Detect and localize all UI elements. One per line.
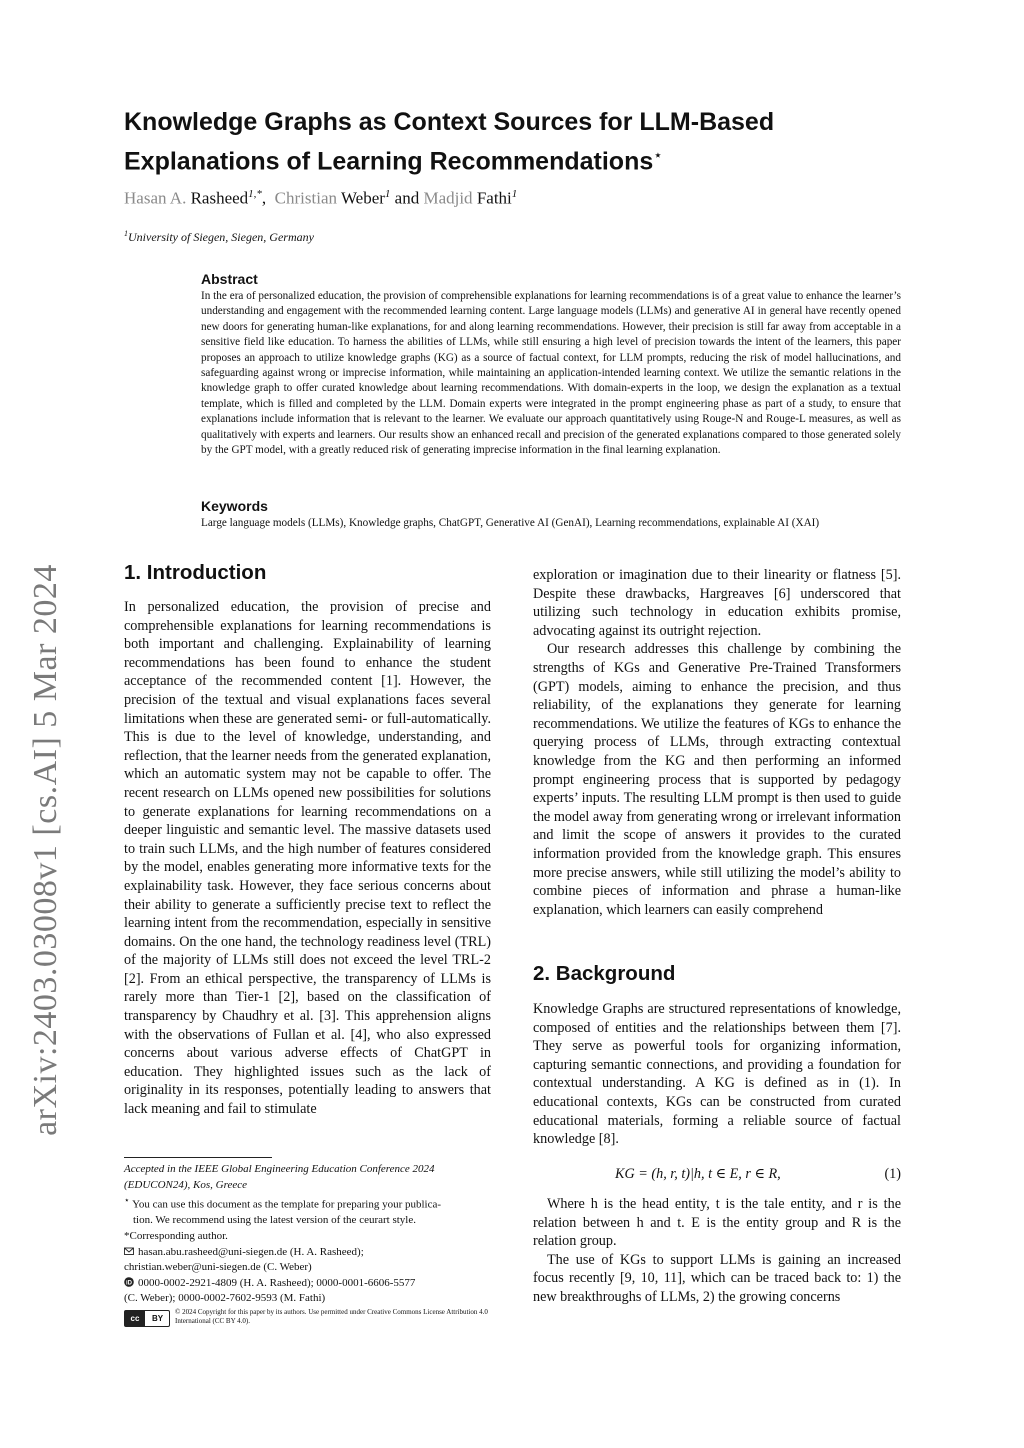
footnote-divider <box>124 1157 272 1158</box>
orcid-icon <box>124 1277 134 1287</box>
section-heading-background: 2. Background <box>533 962 676 985</box>
license-text: © 2024 Copyright for this paper by its authors. Use permitted under Creative Commons License Attribution 4.0 International (CC BY 4.0). <box>175 1308 488 1325</box>
background-body-continued <box>533 1195 901 1307</box>
equation-number: (1) <box>884 1166 901 1182</box>
license-row <box>124 1308 504 1330</box>
section-heading-introduction: 1. Introduction <box>124 561 267 584</box>
author-and: and <box>394 188 420 208</box>
background-paragraph-3: The use of KGs to support LLMs is gaining an increased focus recently [9, 10, 11], which can be traced back to: 1) the new breakthroughs of LLMs, 2) the growing concerns <box>533 1251 901 1305</box>
svg-text:iD: iD <box>126 1280 132 1287</box>
author-1-sup: 1,* <box>248 188 262 200</box>
abstract <box>201 271 901 458</box>
affiliation-sup: 1 <box>124 229 128 238</box>
equation-formula: KG = (h, r, t)|h, t ∈ E, r ∈ R, <box>615 1166 781 1182</box>
footnote-accepted-2: (EDUCON24), Kos, Greece <box>124 1178 248 1191</box>
title-line-2: Explanations of Learning Recommendations <box>124 147 654 176</box>
author-sep: , <box>261 188 267 208</box>
intro-paragraph-1: In personalized education, the provision of precise and comprehensible explanations for learning recommendations is both important and challenging. Explainability of learning recommendations has been found to enhance the student acceptance of the recommended content [1]. However, the precision of the textual and visual explanations faces several limitations when these are generated semi- or full-automatically. This is due to the level of knowledge, understanding, and reflection, that the learner needs from the generated explanation, which an automatic system may not be capable to offer. The recent research on LLMs opened new possibilities for solutions to generate explanations for learning recommendations on a deeper linguistic and semantic level. The massive datasets used to train such LLMs, and the high number of features considered by the model, enables generating more informative texts for the explainability task. However, they face serious concerns about their ability to generate a sufficiently precise text to reflect the learning intent from the recommendation, especially in sensitive domains. On the one hand, the technology readiness level (TRL) of the majority of LLMs still does not exceed the level TRL-2 [2]. From an ethical perspective, the transparency of LLMs is rarely more than Tier-1 [2], based on the classification of transparency by Chaudhry et al. [3]. This apprehension aligns with the observations of Fullan et al. [4], who also expressed concerns about various adverse effects of ChatGPT in education. They highlighted issues such as the lack of originality in its responses, potentially leading to answers that lack meaning and fail to stimulate <box>124 599 491 1118</box>
footnote-corresponding: *Corresponding author. <box>124 1230 228 1243</box>
keywords <box>201 498 906 531</box>
author-2-last: Weber <box>340 188 385 208</box>
arxiv-side-stamp: arXiv:2403.03008v1 [cs.AI] 5 Mar 2024 <box>27 564 64 1136</box>
paper-title <box>124 106 884 178</box>
footnotes <box>124 1162 504 1330</box>
cc-badge-left: cc <box>125 1311 145 1326</box>
introduction-body-right <box>533 566 901 919</box>
footnote-orcid-1[interactable]: 0000-0002-2921-4809 (H. A. Rasheed); 0000-0001-6606-5577 <box>138 1276 416 1289</box>
author-1-first: Hasan A. <box>124 188 187 208</box>
keywords-heading: Keywords <box>201 498 268 514</box>
abstract-text: In the era of personalized education, the provision of comprehensible explanations for learning recommendations is of a great value to enhance the learner’s understanding and engagement with the recommended learning content. Large language models (LLMs) and generative AI in general have recently opened new doors for generating human-like explanations, for and along learning recommendations. However, their precision is still far away from acceptable in a sensitive field like education. To harness the abilities of LLMs, while still ensuring a high level of precision towards the intent of the learners, this paper proposes an approach to utilize knowledge graphs (KG) as a source of factual context, for LLM prompts, reducing the risk of model hallucinations, and safeguarding against wrong or imprecise information, while maintaining an application-intended learning context. We utilize the semantic relations in the knowledge graph to offer curated knowledge about learning recommendations. With domain-experts in the loop, we design the explanation as a textual template, which is filled and completed by the LLM. Domain experts were integrated in the prompt engineering phase as part of a study, to ensure that explanations include information that is relevant to the learner. We evaluate our approach quantitatively using Rouge-N and Rouge-L measures, as well as qualitatively with experts and learners. Our results show an enhanced recall and precision of the generated explanations compared to those generated solely by the GPT model, with a greatly reduced risk of generating imprecise information in the final learning explanation. <box>201 290 901 457</box>
title-line-1: Knowledge Graphs as Context Sources for LLM-Based <box>124 108 775 136</box>
cc-by-badge-icon <box>124 1310 170 1327</box>
author-2-sup: 1 <box>384 188 391 200</box>
introduction-body-left <box>124 598 491 1119</box>
author-3-sup: 1 <box>511 188 518 200</box>
keywords-text: Large language models (LLMs), Knowledge graphs, ChatGPT, Generative AI (GenAI), Learning recommendations, explainable AI (XAI) <box>201 517 820 529</box>
equation-1 <box>533 1166 901 1186</box>
affiliation <box>124 229 314 245</box>
footnote-email-2[interactable]: christian.weber@uni-siegen.de (C. Weber) <box>124 1261 312 1274</box>
intro-paragraph-2: Our research addresses this challenge by combining the strengths of KGs and Generative Pre-Trained Transformers (GPT) models, aiming to enhance the precision, and thus reliability, of the explanations they generate for learning recommendations. We utilize the features of KGs to enhance the querying process of LLMs, through extracting contextual knowledge from the KG and then performing an informed prompt engineering process that is supported by pedagogy experts’ inputs. The resulting LLM prompt is then used to guide the model away from generating wrong or irrelevant information and limit the scope of answers it provides to the curated information provided from the knowledge graph. This ensures more precise answers, while still utilizing the model’s ability to combine pieces of information and phrase a human-like explanation, which learners can easily comprehend <box>533 641 901 918</box>
footnote-email-1[interactable]: hasan.abu.rasheed@uni-siegen.de (H. A. Rasheed); <box>138 1245 364 1258</box>
author-list <box>124 188 517 209</box>
author-1-last: Rasheed <box>190 188 249 208</box>
footnote-star-1: You can use this document as the template for preparing your publica- <box>132 1198 442 1211</box>
footnote-orcid-2[interactable]: (C. Weber); 0000-0002-7602-9593 (M. Fathi) <box>124 1292 326 1305</box>
background-paragraph-2: Where h is the head entity, t is the tale entity, and r is the relation between h and t. E is the entity group and R is the relation group. <box>533 1196 901 1250</box>
footnote-star-mark: ⋆ <box>124 1195 130 1206</box>
title-footnote-mark: ⋆ <box>653 147 663 164</box>
envelope-icon <box>124 1246 134 1256</box>
affiliation-text: University of Siegen, Siegen, Germany <box>128 230 314 244</box>
footnote-accepted-1: Accepted in the IEEE Global Engineering Education Conference 2024 <box>124 1163 435 1175</box>
cc-badge-right: BY <box>151 1314 164 1323</box>
abstract-heading: Abstract <box>201 271 258 287</box>
author-2-first: Christian <box>274 188 338 208</box>
footnote-star-2: tion. We recommend using the latest version of the ceurart style. <box>133 1214 416 1227</box>
intro-paragraph-1-continued: exploration or imagination due to their linearity or flatness [5]. Despite these drawbacks, Hargreaves [6] underscored that utilizing such technology in education exhibits promise, advocating against its outright rejection. <box>533 567 901 639</box>
background-body <box>533 1000 901 1149</box>
background-paragraph-1: Knowledge Graphs are structured representations of knowledge, composed of entities and the relationships between them [7]. They serve as powerful tools for organizing information, capturing semantic connections, and providing a foundation for contextual understanding. A KG is defined as in (1). In educational contexts, KGs can be constructed from curated educational materials, forming a reliable source of factual knowledge [8]. <box>533 1001 901 1148</box>
author-3-last: Fathi <box>476 188 512 208</box>
author-3-first: Madjid <box>423 188 473 208</box>
